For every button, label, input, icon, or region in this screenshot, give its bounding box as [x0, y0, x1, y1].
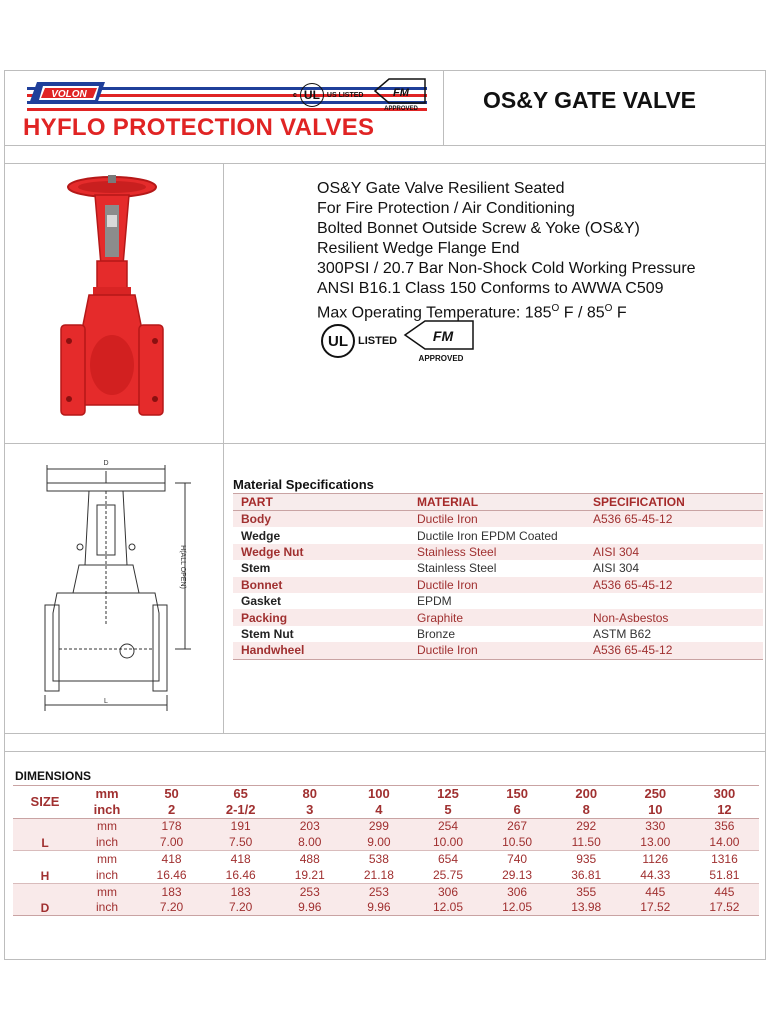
degree-sup: O	[604, 303, 613, 314]
dim-value-cell: 445	[690, 883, 759, 899]
dim-value-cell: 191	[206, 818, 275, 834]
dim-value-cell: 9.00	[344, 834, 413, 850]
dim-value-cell: 7.00	[137, 834, 206, 850]
table-row	[233, 609, 763, 625]
dim-value-cell: 418	[137, 851, 206, 867]
ul-text: UL	[328, 332, 348, 350]
dim-value-cell: 13.00	[621, 834, 690, 850]
cell-material: Stainless Steel	[409, 544, 585, 560]
dim-row-l-inch	[13, 834, 759, 850]
dim-value-cell: 254	[413, 818, 482, 834]
volon-logo	[29, 82, 105, 104]
dim-value-cell: 16.46	[156, 867, 187, 882]
size-cell: 125	[413, 786, 482, 802]
fm-approved-badge	[403, 319, 477, 363]
desc-line: Bolted Bonnet Outside Screw & Yoke (OS&Y)	[317, 220, 640, 237]
size-cell: 2	[137, 802, 206, 818]
dim-row-d-mm	[13, 883, 759, 899]
divider	[5, 751, 765, 752]
cell-spec: AISI 304	[585, 560, 763, 576]
size-mm-row	[13, 786, 759, 802]
cell-material: Ductile Iron	[409, 642, 585, 659]
gate-valve-photo	[57, 175, 167, 431]
cell-material: EPDM	[409, 593, 585, 609]
size-cell: 5	[413, 802, 482, 818]
cell-material: Ductile Iron EPDM Coated	[409, 527, 585, 543]
cell-part: Handwheel	[233, 642, 409, 659]
table-row	[233, 511, 763, 528]
size-cell: 50	[137, 786, 206, 802]
ul-listed-mark	[321, 324, 397, 358]
unit-label: mm	[77, 818, 137, 834]
dim-row-h-mm	[13, 851, 759, 867]
fm-text: FM	[393, 87, 409, 99]
divider	[5, 443, 765, 444]
dim-value-cell: 12.05	[413, 900, 482, 916]
fm-approved-text: APPROVED	[384, 106, 418, 111]
cell-part: Packing	[233, 609, 409, 625]
temp-prefix: Max Operating Temperature: 185	[317, 304, 552, 322]
divider	[223, 163, 224, 733]
dim-value-cell: 538	[344, 851, 413, 867]
divider	[443, 71, 444, 145]
dim-value-cell: 25.75	[432, 867, 463, 882]
dim-value-cell: 267	[483, 818, 552, 834]
dim-group-label: L	[13, 818, 77, 851]
dim-value-cell: 203	[275, 818, 344, 834]
size-cell: 100	[344, 786, 413, 802]
cell-part: Wedge Nut	[233, 544, 409, 560]
cul-us-listed-mark	[293, 83, 363, 107]
table-header-row	[233, 494, 763, 511]
product-description	[317, 179, 696, 323]
cell-material: Graphite	[409, 609, 585, 625]
cell-material: Ductile Iron	[409, 511, 585, 528]
desc-line: ANSI B16.1 Class 150 Conforms to AWWA C509	[317, 280, 664, 297]
dim-group-label: D	[13, 883, 77, 916]
cell-spec: ASTM B62	[585, 626, 763, 642]
dim-value-cell: 1126	[621, 851, 690, 867]
table-row	[233, 560, 763, 576]
size-cell: 250	[621, 786, 690, 802]
unit-label: mm	[77, 883, 137, 899]
temp-suffix: F	[612, 304, 627, 322]
dimensions-table	[13, 785, 759, 916]
dim-value-cell: 9.96	[275, 900, 344, 916]
dim-value-cell: 178	[137, 818, 206, 834]
table-row	[233, 642, 763, 659]
fm-approved-text: APPROVED	[418, 354, 464, 363]
divider	[5, 145, 765, 146]
ul-logo-icon	[300, 83, 324, 107]
dim-value-cell: 10.50	[483, 834, 552, 850]
dim-value-cell: 44.33	[640, 867, 671, 882]
dim-value-cell: 14.00	[690, 834, 759, 850]
size-cell: 12	[690, 802, 759, 818]
material-spec-table	[233, 493, 763, 660]
dim-value-cell: 740	[483, 851, 552, 867]
cell-part: Body	[233, 511, 409, 528]
cell-spec: AISI 304	[585, 544, 763, 560]
us-listed-text: US LISTED	[326, 91, 364, 99]
unit-label: inch	[77, 900, 137, 916]
volon-logo-text: VOLON	[51, 89, 87, 100]
fm-diamond-icon	[373, 77, 429, 111]
dim-value-cell: 8.00	[275, 834, 344, 850]
drawing-label-h: H(ALL OPEN)	[179, 545, 186, 589]
fm-diamond-icon	[403, 319, 477, 363]
dim-value-cell: 9.96	[344, 900, 413, 916]
unit-label: inch	[77, 802, 137, 818]
dim-value-cell: 183	[137, 883, 206, 899]
dim-value-cell: 306	[413, 883, 482, 899]
table-row	[233, 577, 763, 593]
dim-value-cell: 445	[621, 883, 690, 899]
cell-material: Stainless Steel	[409, 560, 585, 576]
dim-value-cell: 21.18	[363, 867, 394, 882]
dim-value-cell: 654	[413, 851, 482, 867]
temp-mid: F / 85	[559, 304, 605, 322]
dim-value-cell: 306	[483, 883, 552, 899]
cell-spec	[585, 527, 763, 543]
cul-c-text: c	[293, 91, 297, 99]
unit-label: inch	[77, 834, 137, 850]
dim-value-cell: 17.52	[621, 900, 690, 916]
degree-sup: O	[551, 303, 560, 314]
size-cell: 3	[275, 802, 344, 818]
dim-value-cell: 418	[206, 851, 275, 867]
size-cell: 300	[690, 786, 759, 802]
unit-label: mm	[77, 851, 137, 867]
page-title: OS&Y GATE VALVE	[483, 87, 696, 113]
drawing-label-l: L	[104, 698, 108, 705]
cell-part: Bonnet	[233, 577, 409, 593]
dim-value-cell: 10.00	[413, 834, 482, 850]
dim-value-cell: 356	[690, 818, 759, 834]
size-inch-row	[13, 802, 759, 818]
dim-group-label: H	[13, 851, 77, 884]
dim-value-cell: 36.81	[571, 867, 602, 882]
fm-approved-badge	[373, 77, 429, 111]
divider	[5, 163, 765, 164]
dim-value-cell: 292	[552, 818, 621, 834]
dim-value-cell: 51.81	[709, 867, 740, 882]
desc-line: Resilient Wedge Flange End	[317, 240, 520, 257]
cell-part: Gasket	[233, 593, 409, 609]
dim-row-h-inch	[13, 867, 759, 883]
cell-part: Stem	[233, 560, 409, 576]
dim-value-cell: 1316	[690, 851, 759, 867]
table-row	[233, 544, 763, 560]
divider	[5, 733, 765, 734]
dim-value-cell: 7.20	[137, 900, 206, 916]
dim-value-cell: 355	[552, 883, 621, 899]
drawing-label-d: D	[103, 460, 109, 467]
desc-line-temperature	[317, 299, 696, 323]
spec-sheet	[4, 70, 766, 960]
dim-value-cell: 488	[275, 851, 344, 867]
fm-text: FM	[432, 328, 454, 344]
dim-value-cell: 17.52	[690, 900, 759, 916]
unit-label: mm	[77, 786, 137, 802]
size-cell: 6	[483, 802, 552, 818]
size-cell: 80	[275, 786, 344, 802]
dim-value-cell: 183	[206, 883, 275, 899]
ul-logo-icon	[321, 324, 355, 358]
dimensions-title: DIMENSIONS	[15, 769, 92, 783]
listed-text: LISTED	[358, 335, 398, 347]
col-header-material: MATERIAL	[409, 494, 585, 511]
cell-spec: A536 65-45-12	[585, 642, 763, 659]
dim-value-cell: 299	[344, 818, 413, 834]
unit-label: inch	[95, 867, 118, 882]
dim-value-cell: 253	[344, 883, 413, 899]
size-cell: 150	[483, 786, 552, 802]
brand-name: HYFLO PROTECTION VALVES	[23, 114, 375, 141]
size-cell: 8	[552, 802, 621, 818]
dim-value-cell: 13.98	[552, 900, 621, 916]
cell-spec: A536 65-45-12	[585, 577, 763, 593]
dim-value-cell: 7.20	[206, 900, 275, 916]
dim-value-cell: 253	[275, 883, 344, 899]
col-header-specification: SPECIFICATION	[585, 494, 763, 511]
ul-text: UL	[303, 88, 320, 102]
size-cell: 65	[206, 786, 275, 802]
cell-material: Bronze	[409, 626, 585, 642]
dim-value-cell: 12.05	[483, 900, 552, 916]
cell-part: Stem Nut	[233, 626, 409, 642]
material-spec-title: Material Specifications	[233, 477, 374, 492]
table-row	[233, 527, 763, 543]
dim-value-cell: 19.21	[294, 867, 325, 882]
size-cell: 2-1/2	[206, 802, 275, 818]
dim-value-cell: 7.50	[206, 834, 275, 850]
dim-value-cell: 330	[621, 818, 690, 834]
cell-part: Wedge	[233, 527, 409, 543]
size-cell: 4	[344, 802, 413, 818]
dim-value-cell: 29.13	[502, 867, 533, 882]
dim-value-cell: 16.46	[225, 867, 256, 882]
dim-row-d-inch	[13, 900, 759, 916]
desc-line: For Fire Protection / Air Conditioning	[317, 200, 575, 217]
cell-spec	[585, 593, 763, 609]
size-cell: 200	[552, 786, 621, 802]
dim-value-cell: 935	[552, 851, 621, 867]
desc-line: OS&Y Gate Valve Resilient Seated	[317, 180, 565, 197]
col-header-part: PART	[233, 494, 409, 511]
dim-value-cell: 11.50	[552, 834, 621, 850]
dim-row-l-mm	[13, 818, 759, 834]
valve-dimension-drawing	[35, 455, 205, 717]
cell-spec: Non-Asbestos	[585, 609, 763, 625]
size-label: SIZE	[13, 786, 77, 819]
size-cell: 10	[621, 802, 690, 818]
table-row	[233, 626, 763, 642]
cell-material: Ductile Iron	[409, 577, 585, 593]
cell-spec: A536 65-45-12	[585, 511, 763, 528]
desc-line: 300PSI / 20.7 Bar Non-Shock Cold Working Pressure	[317, 260, 696, 277]
table-row	[233, 593, 763, 609]
